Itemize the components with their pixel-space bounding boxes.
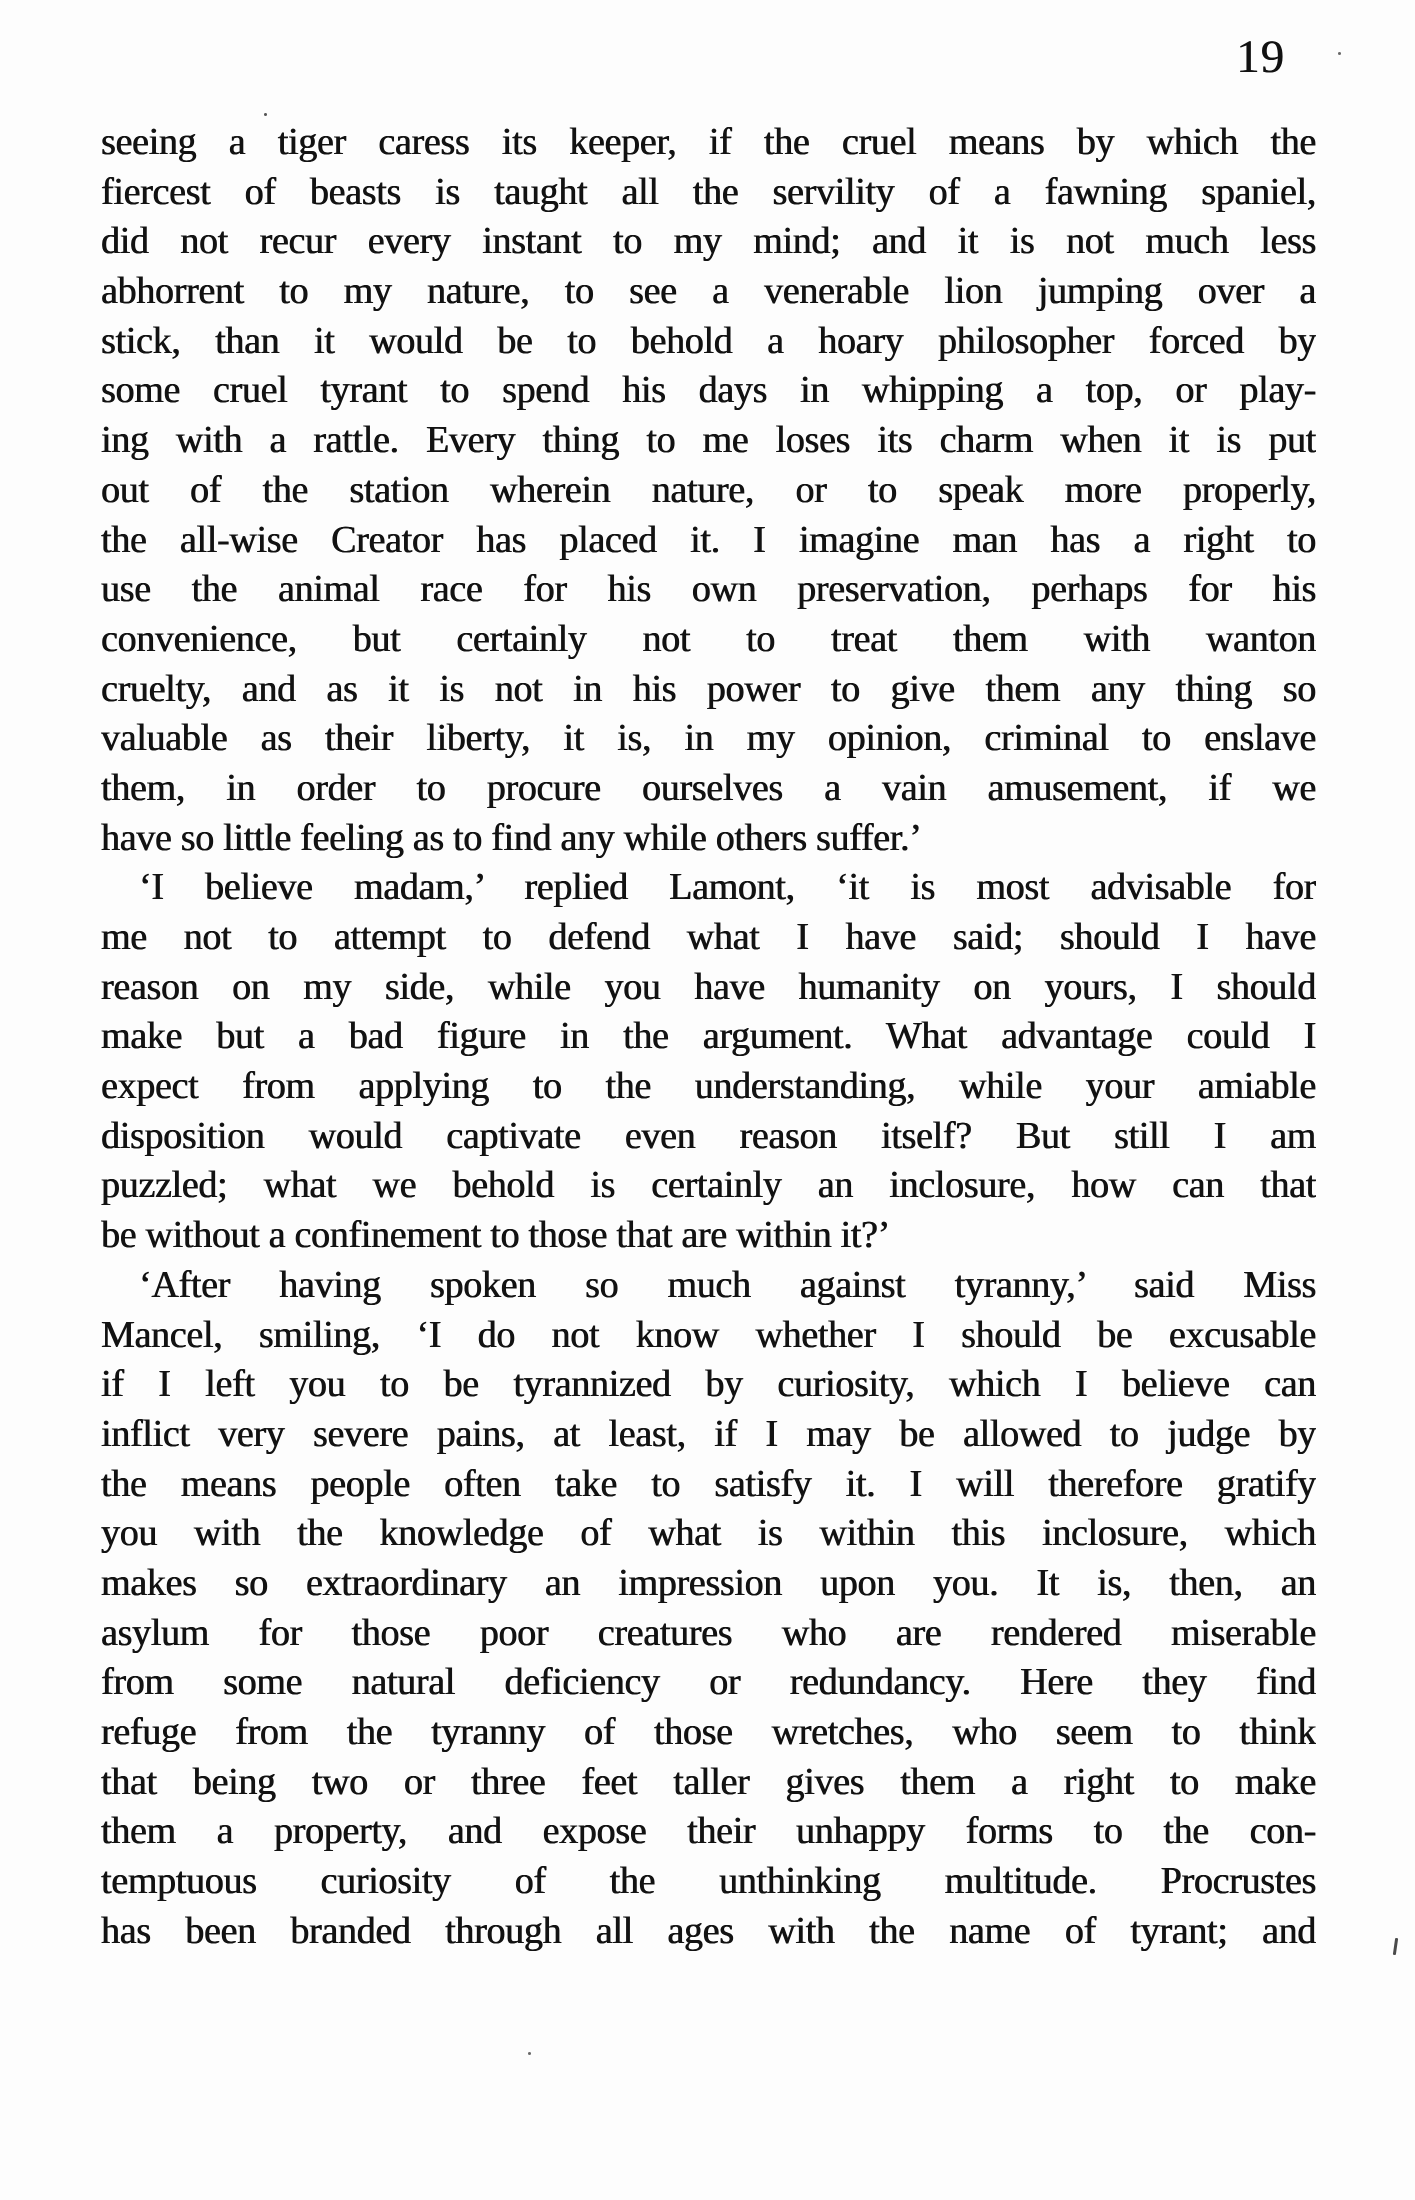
text-line: Mancel, smiling, ‘I do not know whether I should be excusable <box>101 1313 1316 1356</box>
text-line: that being two or three feet taller gives them a right to make <box>101 1760 1316 1803</box>
text-line: asylum for those poor creatures who are rendered miserable <box>101 1611 1316 1654</box>
page-number: 19 <box>1236 31 1285 83</box>
text-line: refuge from the tyranny of those wretches, who seem to think <box>101 1711 1316 1753</box>
text-line: disposition would captivate even reason itself? But still I am <box>101 1114 1316 1157</box>
text-line: me not to attempt to defend what I have said; should I have <box>101 916 1316 958</box>
text-line: you with the knowledge of what is within this inclosure, which <box>101 1512 1316 1555</box>
text-line: the all-wise Creator has placed it. I imagine man has a right to <box>101 518 1316 561</box>
text-line: abhorrent to my nature, to see a venerable lion jumping over a <box>101 270 1316 313</box>
paragraph <box>101 118 1316 863</box>
text-line: temptuous curiosity of the unthinking multitude. Procrustes <box>101 1860 1316 1903</box>
text-line: has been branded through all ages with the name of tyrant; and <box>101 1909 1316 1952</box>
text-line: ‘I believe madam,’ replied Lamont, ‘it is most advisable for <box>139 866 1316 909</box>
scan-artifact-dot <box>1338 52 1341 55</box>
text-line: them a property, and expose their unhappy forms to the con- <box>101 1810 1316 1853</box>
text-line: have so little feeling as to find any while others suffer.’ <box>101 816 922 859</box>
text-line: did not recur every instant to my mind; and it is not much less <box>101 220 1316 263</box>
text-block <box>101 118 1316 1956</box>
text-line: some cruel tyrant to spend his days in whipping a top, or play- <box>101 369 1316 412</box>
text-line: puzzled; what we behold is certainly an inclosure, how can that <box>101 1164 1316 1207</box>
text-line: the means people often take to satisfy it. I will therefore gratify <box>101 1462 1316 1505</box>
text-line: inflict very severe pains, at least, if I may be allowed to judge by <box>101 1412 1316 1455</box>
text-line: valuable as their liberty, it is, in my opinion, criminal to enslave <box>101 717 1316 760</box>
text-line: makes so extraordinary an impression upon you. It is, then, an <box>101 1561 1316 1604</box>
text-line: be without a confinement to those that are within it?’ <box>101 1214 890 1257</box>
text-line: ing with a rattle. Every thing to me loses its charm when it is put <box>101 419 1316 462</box>
text-line: if I left you to be tyrannized by curiosity, which I believe can <box>101 1363 1316 1406</box>
paragraph <box>101 863 1316 1261</box>
text-line: convenience, but certainly not to treat them with wanton <box>101 617 1316 660</box>
text-line: ‘After having spoken so much against tyranny,’ said Miss <box>139 1263 1316 1306</box>
text-line: reason on my side, while you have humanity on yours, I should <box>101 965 1316 1008</box>
text-line: cruelty, and as it is not in his power to give them any thing so <box>101 667 1316 710</box>
scan-artifact-dot <box>528 2052 531 2055</box>
text-line: them, in order to procure ourselves a vain amusement, if we <box>101 766 1316 809</box>
text-line: seeing a tiger caress its keeper, if the cruel means by which the <box>101 121 1316 163</box>
text-line: out of the station wherein nature, or to speak more properly, <box>101 468 1316 511</box>
scan-artifact-slash <box>1393 1938 1398 1955</box>
text-line: use the animal race for his own preservation, perhaps for his <box>101 568 1316 611</box>
text-line: expect from applying to the understanding, while your amiable <box>101 1065 1316 1108</box>
scan-artifact-dot <box>264 113 267 116</box>
text-line: fiercest of beasts is taught all the servility of a fawning spaniel, <box>101 170 1316 213</box>
text-line: from some natural deficiency or redundancy. Here they find <box>101 1661 1316 1704</box>
text-line: make but a bad figure in the argument. What advantage could I <box>101 1015 1316 1058</box>
text-line: stick, than it would be to behold a hoary philosopher forced by <box>101 319 1316 362</box>
paragraph <box>101 1261 1316 1957</box>
